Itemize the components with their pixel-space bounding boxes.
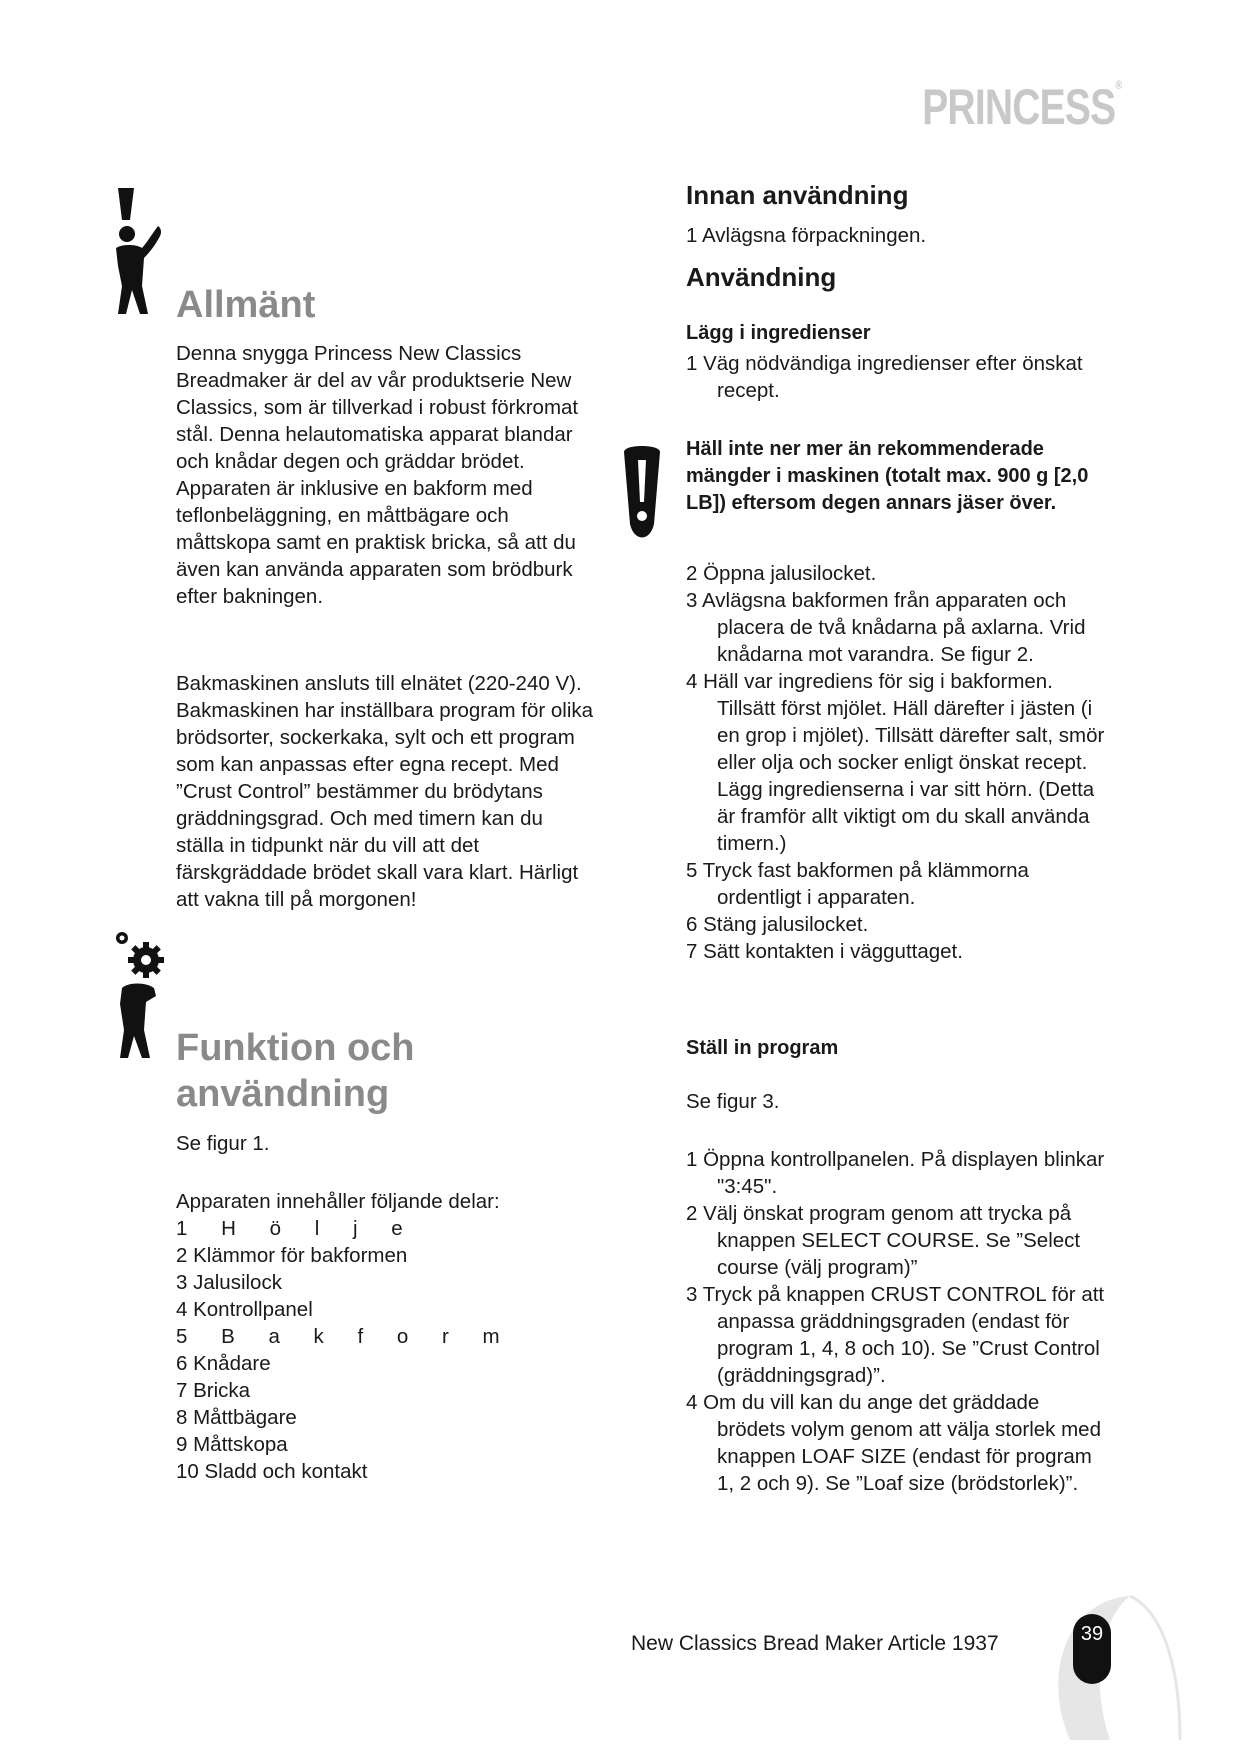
- list-item: 2 Öppna jalusilocket.: [686, 562, 877, 585]
- list-item: 6 Knådare: [176, 1352, 271, 1375]
- parts-list: [176, 1215, 576, 1485]
- section-title-general: Allmänt: [176, 284, 316, 326]
- add-ingredients-title: Lägg i ingredienser: [686, 322, 871, 344]
- gear-person-icon: [112, 930, 174, 1062]
- list-item: 9 Måttskopa: [176, 1433, 288, 1456]
- page-number: 39: [1073, 1614, 1111, 1684]
- see-figure-3: Se figur 3.: [686, 1090, 780, 1113]
- list-item: 5 B a k f o r m: [176, 1325, 514, 1348]
- see-figure-1: Se figur 1.: [176, 1132, 270, 1155]
- list-item: 4 Häll var ingrediens för sig i bakformen. Tillsätt först mjölet. Häll därefter i jästen (i en grop i mjölet). Tillsätt därefter salt, smör eller olja och socker enligt önskat recept. Lägg ingredienserna i var sitt hörn. (Detta är framför allt viktigt om du skall använda timern.): [686, 670, 1105, 855]
- footer-text: New Classics Bread Maker Article 1937: [631, 1632, 999, 1655]
- list-item: 1 Öppna kontrollpanelen. På displayen blinkar "3:45".: [686, 1148, 1105, 1198]
- list-item: 1 H ö l j e: [176, 1217, 417, 1240]
- general-paragraph-1: Denna snygga Princess New Classics Breadmaker är del av vår produktserie New Classics, som är tillverkad i robust förkromat stål. Denna helautomatiska apparat blandar och knådar degen och gräddar brödet. Apparaten är inklusive en bakform med teflonbeläggning, en måttbägare och måttskopa samt en praktisk bricka, så att du även kan använda apparaten som brödburk efter bakningen.: [176, 342, 579, 608]
- list-item: 5 Tryck fast bakformen på klämmorna ordentligt i apparaten.: [686, 859, 1029, 909]
- list-item: 8 Måttbägare: [176, 1406, 297, 1429]
- set-program-steps: [686, 1146, 1106, 1497]
- warning-exclamation-icon: [620, 444, 664, 544]
- before-use-step-1: 1 Avlägsna förpackningen.: [686, 224, 927, 247]
- list-item: 7 Bricka: [176, 1379, 251, 1402]
- add-ingredients-step-1-list: [686, 350, 1106, 404]
- before-use-title: Innan användning: [686, 180, 909, 210]
- list-item: 3 Avlägsna bakformen från apparaten och placera de två knådarna på axlarna. Vrid knådarna mot varandra. Se figur 2.: [686, 589, 1086, 666]
- list-item: 2 Klämmor för bakformen: [176, 1244, 408, 1267]
- section-title-function: [176, 1025, 415, 1117]
- parts-intro: Apparaten innehåller följande delar:: [176, 1190, 500, 1213]
- list-item: 3 Jalusilock: [176, 1271, 282, 1294]
- list-item: 4 Kontrollpanel: [176, 1298, 313, 1321]
- set-program-title: Ställ in program: [686, 1037, 839, 1059]
- list-item: 7 Sätt kontakten i vägguttaget.: [686, 940, 963, 963]
- section-title-function-line1: Funktion och: [176, 1027, 415, 1069]
- list-item: 1 Väg nödvändiga ingredienser efter önskat recept.: [686, 352, 1083, 402]
- list-item: 10 Sladd och kontakt: [176, 1460, 368, 1483]
- brand-logo: [922, 78, 1121, 136]
- usage-title: Användning: [686, 262, 837, 292]
- add-ingredients-steps: [686, 560, 1106, 965]
- registered-mark: ®: [1114, 78, 1121, 92]
- list-item: 4 Om du vill kan du ange det gräddade brödets volym genom att välja storlek med knappen LOAF SIZE (endast för program 1, 2 och 9). Se ”Loaf size (brödstorlek)”.: [686, 1391, 1101, 1495]
- warning-text: Häll inte ner mer än rekommenderade mängder i maskinen (totalt max. 900 g [2,0 LB]) eftersom degen annars jäser över.: [686, 438, 1089, 514]
- list-item: 6 Stäng jalusilocket.: [686, 913, 869, 936]
- section-title-function-line2: användning: [176, 1073, 390, 1115]
- list-item: 3 Tryck på knappen CRUST CONTROL för att anpassa gräddningsgraden (endast för program 1, 4, 8 och 10). Se ”Crust Control (gräddningsgrad)”.: [686, 1283, 1105, 1387]
- brand-name: PRINCESS: [921, 79, 1115, 135]
- exclamation-person-icon: [112, 186, 174, 318]
- list-item: 2 Välj önskat program genom att trycka på knappen SELECT COURSE. Se ”Select course (välj program)”: [686, 1202, 1081, 1279]
- general-paragraph-2: Bakmaskinen ansluts till elnätet (220-240 V). Bakmaskinen har inställbara program för olika brödsorter, sockerkaka, sylt och ett program som kan anpassas efter egna recept. Med ”Crust Control” bestämmer du brödytans gräddningsgrad. Och med timern kan du ställa in tidpunkt när du vill att det färskgräddade brödet skall vara klart. Härligt att vakna till på morgonen!: [176, 672, 594, 911]
